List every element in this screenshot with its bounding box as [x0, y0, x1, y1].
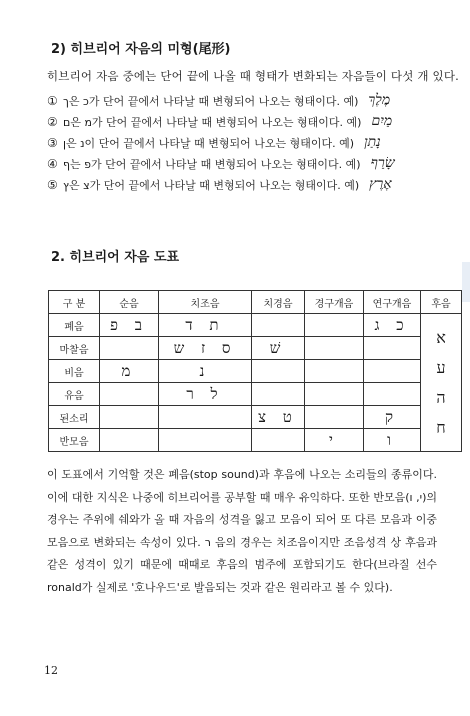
page-number: 12 [44, 664, 58, 677]
item-number: ③ [47, 135, 58, 150]
list-item [47, 132, 447, 153]
chart-cell [364, 383, 421, 406]
section-heading-consonant-chart: 2. 히브리어 자음 도표 [51, 250, 180, 265]
chart-header-row [49, 291, 462, 314]
item-text: ץ은 צ가 단어 끝에서 나타날 때 변형되어 나오는 형태이다. 예) [63, 178, 360, 192]
table-row [49, 383, 462, 406]
item-number: ① [47, 93, 58, 108]
chart-cell: שׁ [252, 337, 305, 360]
row-label: 폐음 [49, 314, 100, 337]
section-heading-final-forms: 2) 히브리어 자음의 미형(尾形) [51, 42, 231, 57]
list-item [47, 90, 447, 111]
final-forms-list [47, 90, 447, 195]
page-edge-mark [462, 262, 470, 302]
chart-header-cell: 구 분 [49, 291, 100, 314]
intro-text: 히브리어 자음 중에는 단어 끝에 나올 때 형태가 변화되는 자음들이 다섯 개 있다. [47, 69, 460, 83]
item-text: ן은 נ이 단어 끝에서 나타날 때 변형되어 나오는 형태이다. 예) [63, 136, 355, 150]
table-row [49, 429, 462, 452]
chart-cell [252, 314, 305, 337]
row-label: 마찰음 [49, 337, 100, 360]
row-label: 비음 [49, 360, 100, 383]
chart-cell [100, 383, 159, 406]
hebrew-example: מֶלֶךְ [368, 92, 391, 108]
chart-cell [159, 406, 252, 429]
chart-cell [364, 337, 421, 360]
chart-cell: ס ז ש [159, 337, 252, 360]
glottal-letter: ה [436, 387, 446, 407]
row-label: 된소리 [49, 406, 100, 429]
glottal-letter: ח [436, 417, 446, 437]
chart-cell [305, 360, 364, 383]
row-label: 유음 [49, 383, 100, 406]
chart-header-cell: 연구개음 [364, 291, 421, 314]
list-item [47, 111, 447, 132]
chart-cell [364, 360, 421, 383]
chart-cell [100, 429, 159, 452]
hebrew-example: נָתַן [364, 134, 381, 150]
hebrew-example: שָׂרַף [370, 155, 395, 171]
table-row [49, 314, 462, 337]
chart-cell [100, 406, 159, 429]
glottal-letter: ע [436, 357, 446, 377]
consonant-chart [48, 290, 462, 452]
item-text: ף는 פ가 단어 끝에서 나타날 때 변형되어 나오는 형태이다. 예) [63, 157, 361, 171]
chart-cell [252, 360, 305, 383]
chart-header-cell: 경구개음 [305, 291, 364, 314]
body-paragraph: 이 도표에서 기억할 것은 폐음(stop sound)과 후음에 나오는 소리들의 종류이다. 이에 대한 지식은 나중에 히브리어를 공부할 때 매우 유익하다. 또한 반모음(י, ו)의 경우는 주위에 쉐와가 올 때 자음의 성격을 잃고 모음이 되어 또 다른 모음과 이중모음으로 변화되는 속성이 있다. ר 음의 경우는 치조음이지만 조음성격 상 후음과 같은 성격이 있기 때문에 때때로 후음의 범주에 포함되기도 한다(브라질 선수 ronald가 실제로 '호나우드'로 발음되는 것과 같은 원리라고 볼 수 있다). [47, 468, 437, 594]
chart-header-cell: 치조음 [159, 291, 252, 314]
chart-header-cell: 후음 [421, 291, 462, 314]
chart-cell [252, 383, 305, 406]
chart-cell: ת ד [159, 314, 252, 337]
chart-cell: ו [364, 429, 421, 452]
chart-header-cell: 순음 [100, 291, 159, 314]
chart-cell: ל ר [159, 383, 252, 406]
glottal-column [421, 314, 462, 452]
chart-cell: ק [364, 406, 421, 429]
chart-cell: ט צ [252, 406, 305, 429]
item-number: ④ [47, 156, 58, 171]
table-row [49, 360, 462, 383]
chart-cell [159, 429, 252, 452]
item-number: ② [47, 114, 58, 129]
chart-cell [100, 337, 159, 360]
row-label: 반모음 [49, 429, 100, 452]
glottal-letter: א [436, 327, 446, 347]
hebrew-example: מַיִם [371, 113, 393, 129]
chart-cell [305, 337, 364, 360]
chart-cell [305, 406, 364, 429]
list-item [47, 153, 447, 174]
chart-cell: נ [159, 360, 252, 383]
table-row [49, 406, 462, 429]
chart-cell [252, 429, 305, 452]
hebrew-example: אֶרֶץ [369, 176, 392, 192]
chart-header-cell: 치경음 [252, 291, 305, 314]
chart-cell: ב פ [100, 314, 159, 337]
chart-cell [305, 383, 364, 406]
item-text: ם은 מ가 단어 끝에서 나타날 때 변형되어 나오는 형태이다. 예) [63, 115, 362, 129]
chart-cell: מ [100, 360, 159, 383]
item-number: ⑤ [47, 177, 58, 192]
chart-cell [305, 314, 364, 337]
chart-cell: כ ג [364, 314, 421, 337]
item-text: ך은 כ가 단어 끝에서 나타날 때 변형되어 나오는 형태이다. 예) [63, 94, 359, 108]
list-item [47, 174, 447, 195]
table-row [49, 337, 462, 360]
chart-cell: י [305, 429, 364, 452]
